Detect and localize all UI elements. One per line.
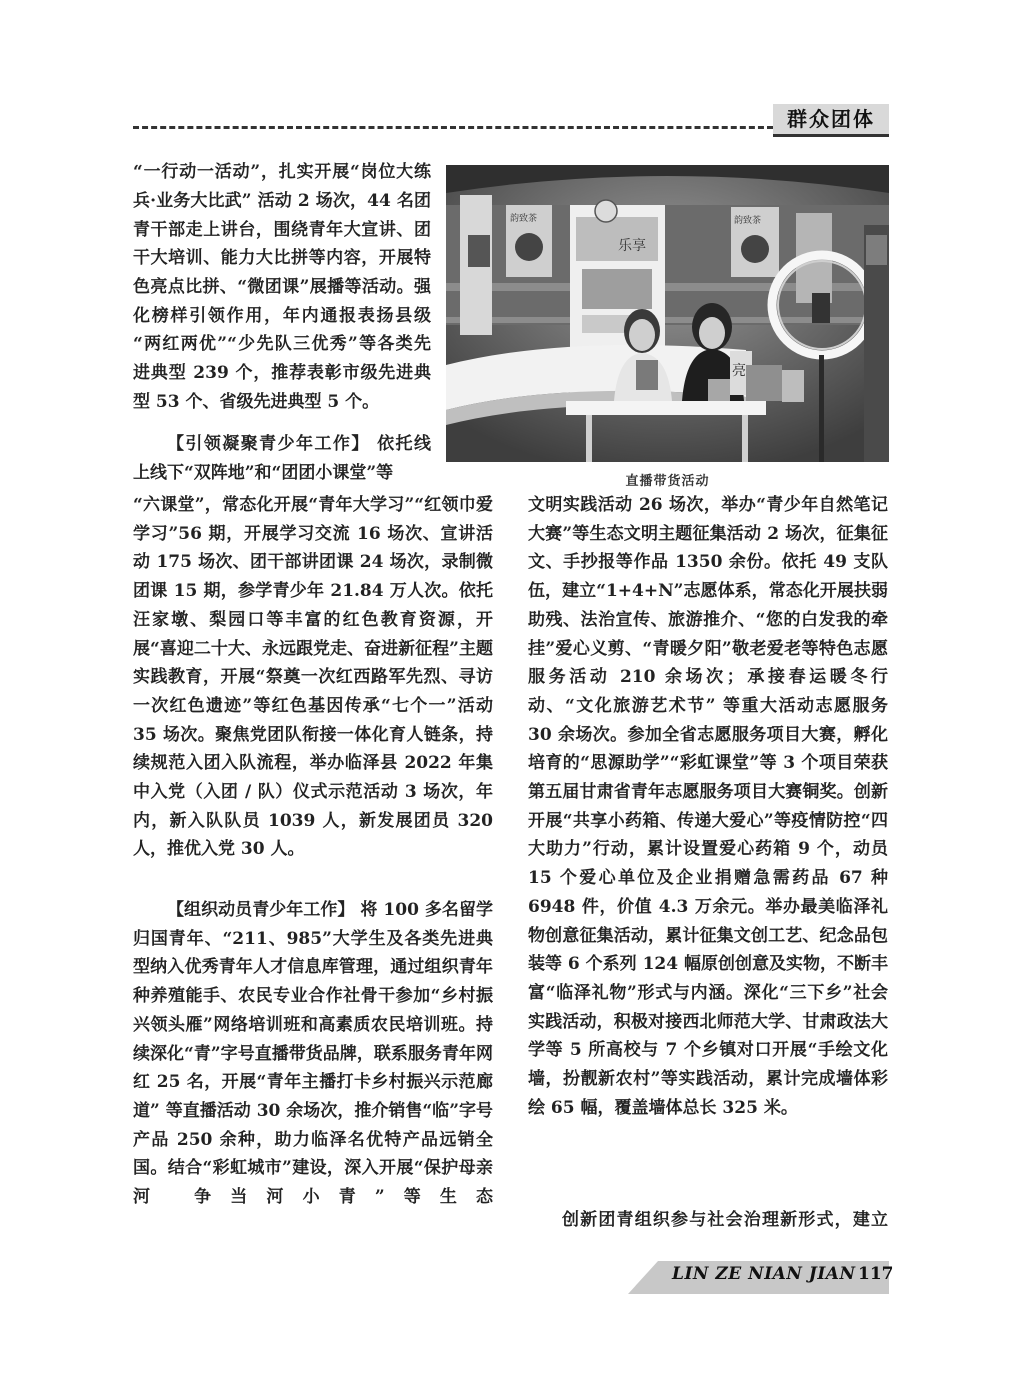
text-line: 化榜样引领作用，年内通报表扬县级 xyxy=(133,306,431,326)
photo-product-text: 亮 xyxy=(732,363,746,379)
text-line: 青干部走上讲台，围绕青年大宣讲、团 xyxy=(133,220,431,240)
photo-poster-text: 乐享 xyxy=(618,238,646,254)
text-line: 型 53 个、省级先进典型 5 个。 xyxy=(133,392,380,412)
left-paragraph-2: “六课堂”，常态化开展“青年大学习”“红领巾爱学习”56 期，开展学习交流 16 场次、宣讲活动 175 场次、团干部讲团课 24 场次，录制微团课 15 期，参学青少年 21.84 万人次。依托汪家墩、梨园口等丰富的红色教育资源，开展“喜迎二十大、永远跟党走、奋进新征程”主题实践教育，开展“祭奠一次红西路军先烈、寻访一次红色遗迹”等红色基因传承“七个一”活动 35 场次。聚焦党团队衔接一体化育人链条，持续规范入团入队流程，举办临泽县 2022 年集中入党（入团 / 队）仪式示范活动 3 场次，年内，新入队队员 1039 人，新发展团员 320 人，推优入党 30 人。 xyxy=(133,495,493,860)
text-line: 兵·业务大比武” 活动 2 场次，44 名团 xyxy=(133,191,431,211)
photo-poster-right-text: 韵致茶 xyxy=(734,216,762,226)
live-stream-photo xyxy=(446,165,889,462)
text-line: 上线下“双阵地”和“团团小课堂”等 xyxy=(133,463,394,483)
text-line: 色亮点比拼、“微团课”展播等活动。强 xyxy=(133,277,431,297)
text-line: “两红两优”“少先队三优秀”等各类先 xyxy=(133,334,431,354)
photo-caption: 直播带货活动 xyxy=(625,474,710,489)
photo-poster-left-text: 韵致茶 xyxy=(510,214,538,224)
photo-illustration xyxy=(446,165,889,462)
page-number: 117 xyxy=(858,1264,894,1284)
section-heading-line: 【引领凝聚青少年工作】 依托线 xyxy=(167,434,431,454)
section-title: 群众团体 xyxy=(773,104,889,137)
journal-name: LIN ZE NIAN JIAN xyxy=(672,1264,856,1284)
left-paragraph-3: 【组织动员青少年工作】 将 100 多名留学归国青年、“211、985”大学生及各类先进典型纳入优秀青年人才信息库管理，通过组织青年种养殖能手、农民专业合作社骨干参加“乡村振兴领头雁”网络培训班和高素质农民培训班。持续深化“青”字号直播带货品牌，联系服务青年网红 25 名，开展“青年主播打卡乡村振兴示范廊道” 等直播活动 30 余场次，推介销售“临”字号产品 250 余种，助力临泽名优特产品远销全国。结合“彩虹城市”建设，深入开展“保护母亲河 争当河小青”等生态 xyxy=(133,900,493,1208)
right-paragraph-2: 创新团青组织参与社会治理新形式，建立 xyxy=(562,1210,888,1230)
header-rule xyxy=(133,126,773,129)
right-paragraph-1: 文明实践活动 26 场次，举办“青少年自然笔记大赛”等生态文明主题征集活动 2 场次，征集征文、手抄报等作品 1350 余份。依托 49 支队伍，建立“1+4+N”志愿体系，常态化开展扶弱助残、法治宣传、旅游推介、“您的白发我的牵挂”爱心义剪、“青暖夕阳”敬老爱老等特色志愿服务活动 210 余场次；承接春运暖冬行动、“文化旅游艺术节” 等重大活动志愿服务 30 余场次。参加全省志愿服务项目大赛，孵化培育的“思源助学”“彩虹课堂”等 3 个项目荣获第五届甘肃省青年志愿服务项目大赛铜奖。创新开展“共享小药箱、传递大爱心”等疫情防控“四大助力”行动，累计设置爱心药箱 9 个，动员 15 个爱心单位及企业捐赠急需药品 67 种 6948 件，价值 4.3 万余元。举办最美临泽礼物创意征集活动，累计征集文创工艺、纪念品包装等 6 个系列 124 幅原创创意及实物，不断丰富“临泽礼物”形式与内涵。深化“三下乡”社会实践活动，积极对接西北师范大学、甘肃政法大学等 5 所高校与 7 个乡镇对口开展“手绘文化墙，扮靓新农村”等实践活动，累计完成墙体彩绘 65 幅，覆盖墙体总长 325 米。 xyxy=(528,495,888,1118)
text-line: “一行动一活动”，扎实开展“岗位大练 xyxy=(133,162,431,182)
text-line: 干大培训、能力大比拼等内容，开展特 xyxy=(133,248,431,268)
text-line: 进典型 239 个，推荐表彰市级先进典 xyxy=(133,363,431,383)
